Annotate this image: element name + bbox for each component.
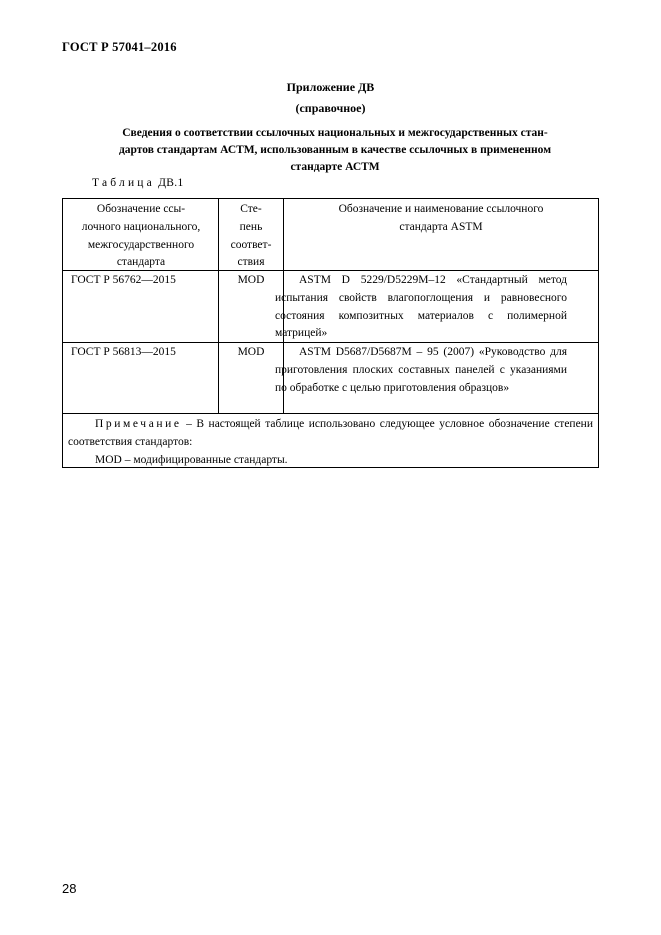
header-line: Сте- xyxy=(240,203,262,215)
table-row-1-national: ГОСТ Р 56762—2015 xyxy=(71,274,176,286)
note-label: Примечание xyxy=(95,418,182,430)
annex-heading xyxy=(75,125,595,176)
header-degree xyxy=(220,201,282,272)
header-line: соответ- xyxy=(230,238,272,251)
header-national-standard xyxy=(65,201,217,272)
header-line: пень xyxy=(239,220,263,233)
note-body: – В настоящей таблице использовано следующее условное обозначение степени соответствия стандартов: xyxy=(68,418,593,448)
header-line: Обозначение и наименование ссылочного xyxy=(338,203,544,215)
annex-heading-line: стандарте АСТМ xyxy=(290,161,380,173)
correspondence-table xyxy=(62,198,599,468)
table-label-number: ДВ.1 xyxy=(158,177,184,189)
table-row-2-national: ГОСТ Р 56813—2015 xyxy=(71,346,176,358)
header-line: лочного национального, xyxy=(81,220,201,233)
note-legend: MOD – модифицированные стандарты. xyxy=(95,454,288,466)
table-label xyxy=(92,177,184,189)
row-divider xyxy=(63,413,598,414)
header-line: межгосударственного xyxy=(87,238,195,251)
table-row-2-astm: ASTM D5687/D5687M – 95 (2007) «Руководство для приготовления плоских составных панелей с указаниями по обработке с целью приготовления образцов» xyxy=(275,346,567,394)
header-line: ствия xyxy=(237,256,265,269)
table-note xyxy=(68,415,593,469)
table-row-1-degree: MOD xyxy=(237,274,265,286)
annex-title: Приложение ДВ xyxy=(286,80,375,94)
note-text xyxy=(68,415,593,451)
annex-type: (справочное) xyxy=(295,101,366,115)
header-astm-standard xyxy=(285,201,597,237)
table-row-1-astm: ASTM D 5229/D5229M–12 «Стандартный метод испытания свойств влагопоглощения и равновесного состояния композитных материалов с полимерной матрицей» xyxy=(275,274,567,340)
annex-heading-line: дартов стандартам АСТМ, использованным в качестве ссылочных в примененном xyxy=(118,144,552,156)
header-line: Обозначение ссы- xyxy=(96,203,186,215)
header-line: стандарта xyxy=(116,256,166,269)
annex-heading-line: Сведения о соответствии ссылочных национальных и межгосударственных стан- xyxy=(122,127,548,139)
table-row-2-degree: MOD xyxy=(237,346,265,358)
page-number: 28 xyxy=(62,881,77,896)
document-code: ГОСТ Р 57041–2016 xyxy=(62,40,177,54)
header-line: стандарта ASTM xyxy=(399,220,483,233)
column-divider xyxy=(218,199,219,414)
table-label-prefix: Таблица xyxy=(92,177,155,189)
